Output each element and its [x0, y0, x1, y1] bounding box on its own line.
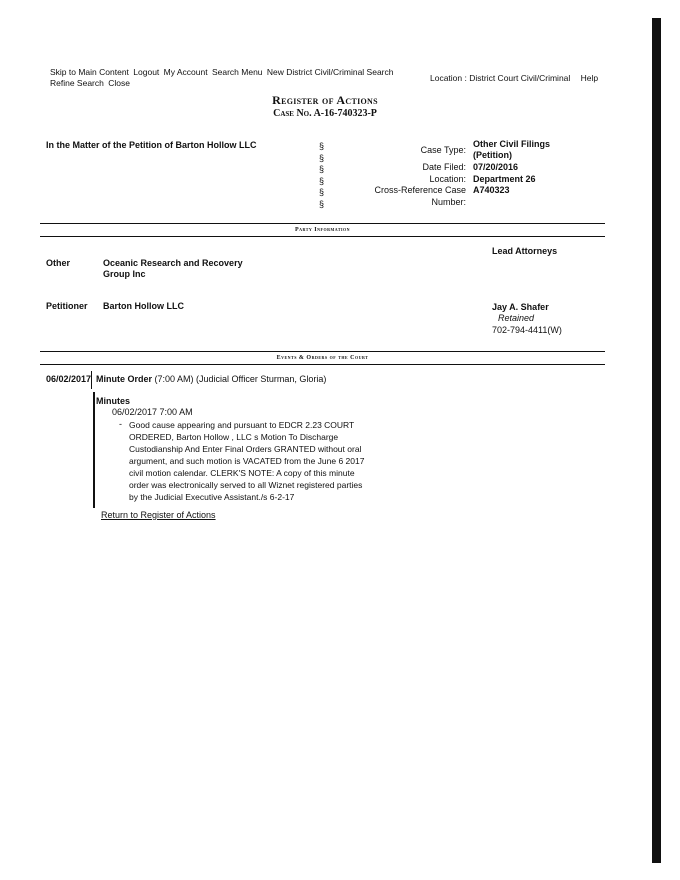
- top-navigation: [50, 67, 420, 89]
- cross-ref-label-1: Cross-Reference Case: [374, 185, 466, 195]
- location-bar: [430, 73, 606, 83]
- party-name-other-2: Group Inc: [103, 269, 146, 279]
- search-menu-link[interactable]: Search Menu: [211, 67, 263, 77]
- minute-line: Good cause appearing and pursuant to EDCR 2.23 COURT: [129, 420, 355, 430]
- new-search-link[interactable]: New District Civil/Criminal Search: [266, 67, 394, 77]
- minutes-label: Minutes: [96, 396, 131, 406]
- date-filed-label: Date Filed:: [422, 162, 466, 172]
- section-symbol: §: [319, 198, 325, 209]
- minutes-bar: [93, 392, 95, 508]
- case-type-value-1: Other Civil Filings: [473, 139, 551, 149]
- section-symbol: §: [319, 141, 325, 151]
- section-symbol: §: [319, 152, 325, 163]
- event-divider: [91, 371, 92, 389]
- section-symbol: §: [319, 187, 325, 197]
- refine-search-link[interactable]: Refine Search: [50, 78, 104, 88]
- party-role-other: Other: [46, 258, 71, 268]
- cross-ref-label-2: Number:: [431, 197, 466, 207]
- event-detail: (7:00 AM) (Judicial Officer Sturman, Gloria): [154, 374, 327, 384]
- divider: [40, 236, 605, 237]
- page-title: Register of Actions: [272, 93, 378, 107]
- party-info-heading: Party Information: [294, 227, 351, 233]
- minutes-time: 06/02/2017 7:00 AM: [112, 407, 193, 417]
- help-link[interactable]: Help: [580, 73, 599, 83]
- divider: [40, 351, 605, 352]
- date-filed-value: 07/20/2016: [473, 162, 519, 172]
- return-to-register-link[interactable]: Return to Register of Actions: [101, 510, 216, 520]
- divider: [40, 223, 605, 224]
- minute-line: civil motion calendar. CLERK'S NOTE: A copy of this minute: [129, 468, 355, 478]
- minute-line: by the Judicial Executive Assistant./s 6-2-17: [129, 492, 295, 502]
- minute-text: [129, 419, 389, 503]
- bullet-marker: -: [119, 419, 122, 429]
- events-heading: Events & Orders of the Court: [276, 355, 369, 361]
- party-name-other-1: Oceanic Research and Recovery: [103, 258, 243, 268]
- minute-line: order was electronically served to all Wiznet registered parties: [129, 480, 363, 490]
- attorney-status: Retained: [498, 313, 535, 323]
- attorney-name: Jay A. Shafer: [492, 302, 549, 312]
- minute-line: Custodianship And Enter Final Orders GRANTED without oral: [129, 444, 362, 454]
- location-label: Location:: [429, 174, 466, 184]
- party-name-petitioner: Barton Hollow LLC: [103, 301, 184, 311]
- event-type[interactable]: Minute Order: [96, 374, 153, 384]
- cross-ref-value: A740323: [473, 185, 510, 195]
- lead-attorneys-heading: Lead Attorneys: [492, 246, 558, 256]
- case-style: In the Matter of the Petition of Barton Hollow LLC: [46, 140, 257, 150]
- location-text: Location : District Court Civil/Criminal: [430, 73, 571, 83]
- logout-link[interactable]: Logout: [133, 67, 160, 77]
- close-link[interactable]: Close: [108, 78, 130, 88]
- case-number: Case No. A-16-740323-P: [273, 108, 377, 119]
- skip-to-main-link[interactable]: Skip to Main Content: [50, 67, 129, 77]
- location-value: Department 26: [473, 174, 536, 184]
- section-symbol: §: [319, 175, 325, 186]
- scan-edge-bar: [652, 18, 661, 863]
- event-date: 06/02/2017: [46, 374, 92, 384]
- minute-line: argument, and such motion is VACATED from the June 6 2017: [129, 456, 365, 466]
- case-type-label: Case Type:: [420, 145, 466, 155]
- my-account-link[interactable]: My Account: [163, 67, 208, 77]
- divider: [40, 364, 605, 365]
- case-type-value-2: (Petition): [473, 150, 512, 160]
- attorney-phone: 702-794-4411(W): [492, 325, 562, 335]
- event-title: [96, 374, 326, 384]
- minute-line: ORDERED, Barton Hollow , LLC s Motion To Discharge: [129, 432, 339, 442]
- section-symbol: §: [319, 164, 325, 174]
- party-role-petitioner: Petitioner: [46, 301, 88, 311]
- section-symbols: [319, 141, 324, 210]
